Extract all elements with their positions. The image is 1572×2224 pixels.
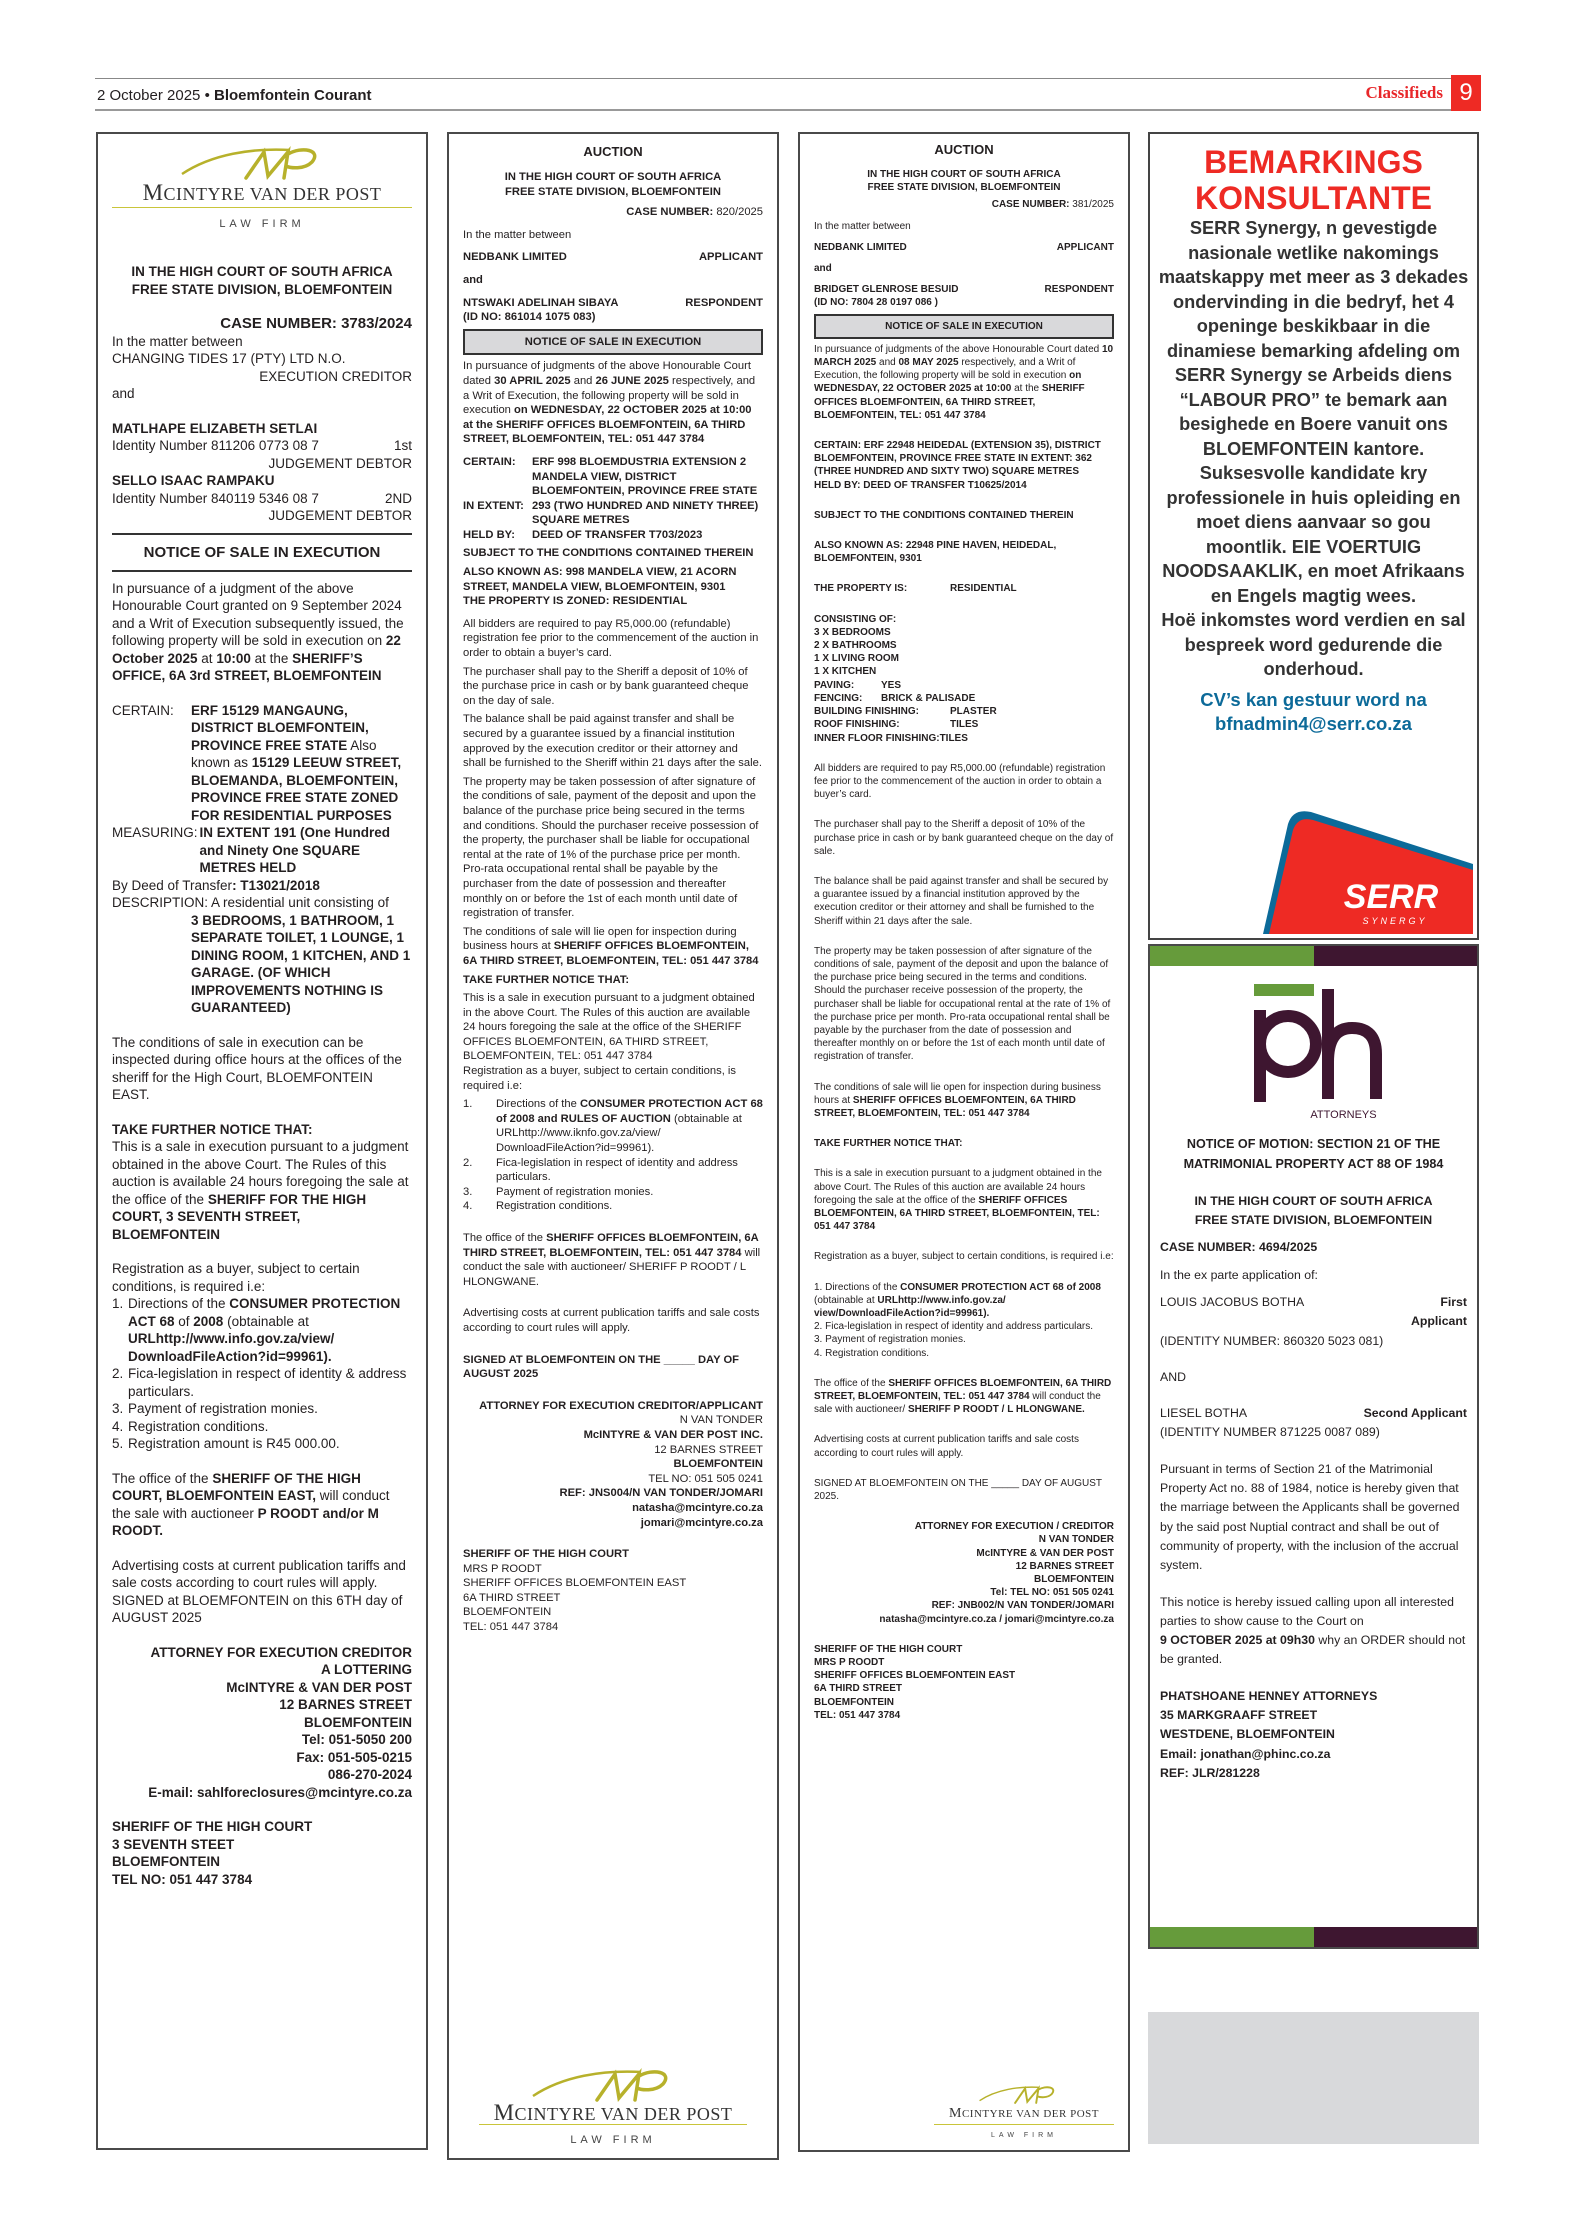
description-row: DESCRIPTION: A residential unit consisting of bbox=[112, 895, 389, 910]
court-name: IN THE HIGH COURT OF SOUTH AFRICA FREE STATE DIVISION, BLOEMFONTEIN bbox=[504, 171, 722, 198]
court-name: IN THE HIGH COURT OF SOUTH AFRICA FREE STATE DIVISION, BLOEMFONTEIN bbox=[867, 169, 1061, 194]
ad-cv-line: CV’s kan gestuur word na bfnadmin4@serr.co.za bbox=[1150, 688, 1477, 736]
firm-name: MCINTYRE VAN DER POST bbox=[934, 2107, 1114, 2125]
list-item: 2. Fica-legislation in respect of identity and address particulars. bbox=[814, 1321, 1094, 1333]
notice-title: NOTICE OF SALE IN EXECUTION bbox=[463, 329, 763, 356]
serr-synergy-ad bbox=[1148, 132, 1479, 940]
ad-body: SERR Synergy, n gevestigde nasionale wetlike nakomings maatskappy met meer as 3 dekades ondervinding in die bedryf, het 4 openinge beskikbaar in die dinamiese bemarking afdeling om SERR Synergy se Arbeids diens “LABOUR PRO” te bemark aan besighede en Boere vanuit ons BLOEMFONTEIN kantore. Suksesvolle kandidate kry professionele in huis opleiding en moet diens aanvaar so gou moontlik. EIE VOERTUIG NOODSAAKLIK, en moet Afrikaans en Engels magtig wees. bbox=[1158, 218, 1469, 606]
mp-monogram-icon bbox=[974, 2081, 1074, 2107]
case-number: CASE NUMBER: 381/2025 bbox=[991, 199, 1114, 211]
respondent-row: BRIDGET GLENROSE BESUID RESPONDENT bbox=[814, 284, 1114, 296]
mp-monogram-icon bbox=[172, 140, 352, 184]
page-number: 9 bbox=[1451, 75, 1481, 111]
property-details: CERTAIN: ERF 998 BLOEMDUSTRIA EXTENSION 2 MANDELA VIEW, DISTRICT BLOEMFONTEIN, PROVINCE FREE STATE IN EXTENT: 293 (TWO HUNDRED AND NINETY THREE) SQUARE METRES HELD BY: DEED OF TRANSFER T703/2023 SUBJECT TO THE CONDITIONS CONTAINED THEREIN ALSO KNOWN AS: 998 MANDELA VIEW, 21 ACORN STREET, MANDELA VIEW, BLOEMFONTEIN, 9301 THE PROPERTY IS ZONED: RESIDENTIAL bbox=[463, 455, 759, 608]
auction-heading: AUCTION bbox=[583, 144, 643, 159]
debtor-1-name: MATLHAPE ELIZABETH SETLAI bbox=[112, 420, 318, 436]
execution-creditor: CHANGING TIDES 17 (PTY) LTD N.O. bbox=[112, 351, 346, 366]
auction-heading: AUCTION bbox=[934, 142, 994, 157]
list-item: 3. Payment of registration monies. bbox=[112, 1401, 318, 1416]
list-item: 5. Registration amount is R45 000.00. bbox=[112, 1436, 340, 1451]
divider bbox=[112, 570, 412, 572]
mcintyre-logo bbox=[934, 2081, 1114, 2142]
firm-email: Email: jonathan@phinc.co.za bbox=[1160, 1746, 1331, 1761]
serr-logo-icon bbox=[1233, 804, 1473, 934]
list-item: 2. Fica-legislation in respect of identity & address particulars. bbox=[112, 1366, 407, 1399]
measuring-row: MEASURING: IN EXTENT 191 (One Hundred and Ninety One SQUARE METRES HELD bbox=[112, 825, 391, 875]
court-name: IN THE HIGH COURT OF SOUTH AFRICA FREE STATE DIVISION, BLOEMFONTEIN bbox=[131, 264, 393, 297]
deed-row: By Deed of Transfer: T13021/2018 bbox=[112, 877, 320, 893]
first-applicant-row: LOUIS JACOBUS BOTHA First bbox=[1160, 1294, 1467, 1309]
list-item: 4. Registration conditions. bbox=[463, 1200, 613, 1213]
mcintyre-logo bbox=[479, 2062, 747, 2148]
divider bbox=[112, 533, 412, 535]
sale-paragraph: In pursuance of a judgment of the above Honourable Court granted on 9 September 2024 and a Writ of Execution subsequently issued, the following property will be sold in execution on 22 October 2025 at 10:00 at the SHERIFF’S OFFICE, 6A 3rd STREET, BLOEMFONTEIN bbox=[112, 580, 404, 683]
issue-date: 2 October 2025 bbox=[97, 87, 201, 104]
case-number: CASE NUMBER: 4694/2025 bbox=[1160, 1240, 1318, 1255]
sale-paragraph: In pursuance of judgments of the above Honourable Court dated 10 MARCH 2025 and 08 MAY 2025 respectively, and a Writ of Execution, the following property will be sold in execution on WEDNESDAY, 22 OCTOBER 2025 at 10:00 at the SHERIFF OFFICES BLOEMFONTEIN, 6A THIRD STREET, BLOEMFONTEIN, TEL: 051 447 3784 bbox=[814, 343, 1114, 421]
attorney-block: ATTORNEY FOR EXECUTION / CREDITOR N VAN TONDER McINTYRE & VAN DER POST 12 BARNES STREET BLOEMFONTEIN Tel: TEL NO: 051 505 0241 REF: JNB002/N VAN TONDER/JOMARI natasha@mcintyre.co.za / jomari@mcintyre.co.za bbox=[814, 1520, 1114, 1626]
firm-tagline: LAW FIRM bbox=[991, 2131, 1057, 2139]
list-item: 1. Directions of the CONSUMER PROTECTION ACT 68 of 2008 and RULES OF AUCTION (obtainable at URLhttp://www.iknfo.gov.za/view/ DownloadFileAction?id=99961). bbox=[463, 1098, 763, 1155]
ph-logo-icon bbox=[1244, 984, 1384, 1106]
section-name: Classifieds bbox=[1365, 83, 1443, 102]
ph-logo: ATTORNEYS bbox=[1150, 984, 1477, 1126]
court-name: IN THE HIGH COURT OF SOUTH AFRICA FREE STATE DIVISION, BLOEMFONTEIN bbox=[1194, 1193, 1433, 1228]
sale-paragraph: In pursuance of judgments of the above Honourable Court dated 30 APRIL 2025 and 26 JUNE 2025 respectively, and a Writ of Execution, the following property will be sold in execution on WEDNESDAY, 22 OCTOBER 2025 at 10:00 at the SHERIFF OFFICES BLOEMFONTEIN, 6A THIRD STREET, BLOEMFONTEIN, TEL: 051 447 3784 bbox=[463, 360, 756, 446]
ad-headline: BEMARKINGS KONSULTANTE bbox=[1194, 144, 1432, 216]
svg-text:SYNERGY: SYNERGY bbox=[1362, 916, 1428, 926]
applicant-row: NEDBANK LIMITED APPLICANT bbox=[463, 251, 763, 264]
notice-mcintyre-3783-2024: MCINTYRE VAN DER POST LAW FIRM IN THE HIGH COURT OF SOUTH AFRICA FREE STATE DIVISION, BLOEMFONTEIN CASE NUMBER: 3783/2024 In the matter between CHANGING TIDES 17 (PTY) LTD N.O. EXECUTION CREDITOR and MATLHAPE ELIZABETH SETLAI Identity Number 811206 0773 08 7 1st JUDGEMENT DEBTOR SELLO ISAAC RAMPAKU Identity Number 840119 5346 08 7 2ND JUDGEMENT DEBTOR NOTICE OF SALE IN EXECUTION In pursuance of a judgment of the above Honourable Court granted on 9 September 2024 and a Writ of Execution subsequently issued, the following property will be sold in execution on 22 October 2025 at 10:00 at the SHERIFF’S OFFICE, 6A 3rd STREET, BLOEMFONTEIN CERTAIN: ERF 15129 MANGAUNG, DISTRICT BLOEMFONTEIN, PROVINCE FREE STATE Also known as 15129 LEEUW STREET, BLOEMANDA, BLOEMFONTEIN, PROVINCE FREE STATE ZONED FOR RESIDENTIAL PURPOSES MEASURING: IN EXTENT 191 (One Hundred and Ninety One SQUARE METRES HELD By Deed of Transfer: T13021/2018 DESCRIPTION: A residential unit consisting of 3 BEDROOMS, 1 BATHROOM, 1 SEPARATE TOILET, 1 LOUNGE, 1 DINING ROOM, 1 KITCHEN, AND 1 GARAGE. (OF WHICH IMPROVEMENTS NOTHING IS GUARANTEED) The conditions of sale in execution can be inspected during office hours at the offices of the sheriff for the High Court, BLOEMFONTEIN EAST. TAKE FURTHER NOTICE THAT: This is a sale in execution pursuant to a judgment obtained in the above Court. The Rules of this auction is available 24 hours foregoing the sale at the office of the SHERIFF FOR THE HIGH COURT, 3 SEVENTH STREET, BLOEMFONTEIN Registration as a buyer, subject to certain conditions, is required i.e: 1. Directions of the CONSUMER PROTECTION ACT 68 of 2008 (obtainable at URLhttp://www.info.gov.za/view/ DownloadFileAction?id=99961). 2. Fica-legislation in respect of identity & address particulars. 3. Payment of registration monies. 4. Registration conditions. 5. Registration amount is R45 000.00. The office of the SHERIFF OF THE HIGH COURT, BLOEMFONTEIN EAST, will conduct the sale with auctioneer P ROODT and/or M ROODT. Advertising costs at current publication tariffs and sale costs according to court rules will apply. SIGNED at BLOEMFONTEIN on this 6TH day of AUGUST 2025 ATTORNEY FOR EXECUTION CREDITOR A LOTTERING McINTYRE & VAN DER POST 12 BARNES STREET BLOEMFONTEIN Tel: 051-5050 200 Fax: 051-505-0215 086-270-2024 E-mail: sahlforeclosures@mcintyre.co.za SHERIFF OF THE HIGH COURT 3 SEVENTH STEET BLOEMFONTEIN TEL NO: 051 447 3784 bbox=[96, 132, 428, 2150]
svg-text:SERR: SERR bbox=[1343, 878, 1439, 916]
empty-ad-space bbox=[1148, 2012, 1479, 2144]
attorney-block: ATTORNEY FOR EXECUTION CREDITOR A LOTTERING McINTYRE & VAN DER POST 12 BARNES STREET BLOEMFONTEIN Tel: 051-5050 200 Fax: 051-505-0215 086-270-2024 E-mail: sahlforeclosures@mcintyre.co.za bbox=[112, 1644, 412, 1802]
notice-title: NOTICE OF SALE IN EXECUTION bbox=[143, 543, 381, 561]
applicant-row: NEDBANK LIMITED APPLICANT bbox=[814, 241, 1114, 253]
firm-tagline: LAW FIRM bbox=[219, 217, 305, 230]
property-details: CERTAIN: ERF 22948 HEIDEDAL (EXTENSION 35), DISTRICT BLOEMFONTEIN, PROVINCE FREE STATE IN EXTENT: 362 (THREE HUNDRED AND SIXTY TWO) SQUARE METRES HELD BY: DEED OF TRANSFER T10625/2014 SUBJECT TO THE CONDITIONS CONTAINED THEREIN ALSO KNOWN AS: 22948 PINE HAVEN, HEIDEDAL, BLOEMFONTEIN, 9301 THE PROPERTY IS: RESIDENTIAL CONSISTING OF: 3 X BEDROOMS 2 X BATHROOMS 1 X LIVING ROOM 1 X KITCHEN PAVING: YES FENCING: BRICK & PALISADE BUILDING FINISHING: PLASTER ROOF FINISHING: TILES INNER FLOOR FINISHING: TILES bbox=[814, 440, 1101, 744]
list-item: 3. Payment of registration monies. bbox=[463, 1185, 654, 1198]
list-item: 4. Registration conditions. bbox=[112, 1418, 269, 1434]
respondent-row: NTSWAKI ADELINAH SIBAYA RESPONDENT bbox=[463, 296, 763, 309]
debtor-2-name: SELLO ISAAC RAMPAKU bbox=[112, 473, 275, 488]
sheriff-block: SHERIFF OF THE HIGH COURT MRS P ROODT SHERIFF OFFICES BLOEMFONTEIN EAST 6A THIRD STREET BLOEMFONTEIN TEL: 051 447 3784 bbox=[814, 1643, 1016, 1721]
attorney-email: jomari@mcintyre.co.za bbox=[640, 1516, 763, 1529]
attorney-block: ATTORNEY FOR EXECUTION CREDITOR/APPLICANT N VAN TONDER McINTYRE & VAN DER POST INC. 12 BARNES STREET BLOEMFONTEIN TEL NO: 051 505 0241 REF: JNS004/N VAN TONDER/JOMARI natasha@mcintyre.co.za jomari@mcintyre.co.za bbox=[463, 1399, 763, 1530]
mcintyre-logo bbox=[112, 140, 412, 233]
sheriff-block: SHERIFF OF THE HIGH COURT 3 SEVENTH STEET BLOEMFONTEIN TEL NO: 051 447 3784 bbox=[112, 1819, 313, 1887]
attorney-email: natasha@mcintyre.co.za / jomari@mcintyre.co.za bbox=[879, 1613, 1114, 1625]
attorney-email: natasha@mcintyre.co.za bbox=[632, 1501, 763, 1514]
notice-title: NOTICE OF SALE IN EXECUTION bbox=[814, 314, 1114, 339]
paper-name: Bloemfontein Courant bbox=[214, 87, 372, 104]
brand-band-bottom bbox=[1150, 1927, 1477, 1947]
notice-phatshoane-henney: ATTORNEYS NOTICE OF MOTION: SECTION 21 OF THE MATRIMONIAL PROPERTY ACT 88 OF 1984 IN THE HIGH COURT OF SOUTH AFRICA FREE STATE DIVISION, BLOEMFONTEIN CASE NUMBER: 4694/2025 In the ex parte application of: LOUIS JACOBUS BOTHA First Applicant (IDENTITY NUMBER: 860320 5023 081) AND LIESEL BOTHA Second Applicant (IDENTITY NUMBER 871225 0087 089) Pursuant in terms of Section 21 of the Matrimonial Property Act no. 88 of 1984, notice is hereby given that the marriage between the Applicants shall be governed by the said post Nuptial contract and shall be out of community of property, with the inclusion of the accrual system. This notice is hereby issued calling upon all interested parties to show cause to the Court on 9 OCTOBER 2025 at 09h30 why an ORDER should not be granted. PHATSHOANE HENNEY ATTORNEYS 35 MARKGRAAFF STREET WESTDENE, BLOEMFONTEIN Email: jonathan@phinc.co.za REF: JLR/281228 bbox=[1148, 944, 1479, 1949]
notice-auction-381-2025: AUCTION IN THE HIGH COURT OF SOUTH AFRICA FREE STATE DIVISION, BLOEMFONTEIN CASE NUMBER: 381/2025 In the matter between NEDBANK LIMITED APPLICANT and BRIDGET GLENROSE BESUID RESPONDENT (ID NO: 7804 28 0197 086 ) NOTICE OF SALE IN EXECUTION In pursuance of judgments of the above Honourable Court dated 10 MARCH 2025 and 08 MAY 2025 respectively, and a Writ of Execution, the following property will be sold in execution on WEDNESDAY, 22 OCTOBER 2025 at 10:00 at the SHERIFF OFFICES BLOEMFONTEIN, 6A THIRD STREET, BLOEMFONTEIN, TEL: 051 447 3784 CERTAIN: ERF 22948 HEIDEDAL (EXTENSION 35), DISTRICT BLOEMFONTEIN, PROVINCE FREE STATE IN EXTENT: 362 (THREE HUNDRED AND SIXTY TWO) SQUARE METRES HELD BY: DEED OF TRANSFER T10625/2014 SUBJECT TO THE CONDITIONS CONTAINED THEREIN ALSO KNOWN AS: 22948 PINE HAVEN, HEIDEDAL, BLOEMFONTEIN, 9301 THE PROPERTY IS: RESIDENTIAL CONSISTING OF: 3 X BEDROOMS 2 X BATHROOMS 1 X LIVING ROOM 1 X KITCHEN PAVING: YES FENCING: BRICK & PALISADE BUILDING FINISHING: PLASTER ROOF FINISHING: TILES INNER FLOOR FINISHING: TILES All bidders are required to pay R5,000.00 (refundable) registration fee prior to the commencement of the auction in order to obtain a buyer’s card. The purchaser shall pay to the Sheriff a deposit of 10% of the purchase price in cash or by bank guaranteed cheque on the day of sale. The balance shall be paid against transfer and shall be secured by a guarantee issued by a financial institution approved by the execution creditor or their attorney and shall be furnished to the Sheriff within 21 days after the sale. The property may be taken possession of after signature of the conditions of sale, payment of the deposit and upon the balance of the purchase price being secured in the terms and conditions. Should the purchaser receive possession of the property, the purchaser shall be liable for occupational rental at the rate of 1% of the purchase price per month. Pro-rata occupational rental shall be payable by the purchaser from the date of possession and thereafter monthly on or before the 1st of each month until date of registration of transfer. The conditions of sale will lie open for inspection during business hours at SHERIFF OFFICES BLOEMFONTEIN, 6A THIRD STREET, BLOEMFONTEIN, TEL: 051 447 3784 TAKE FURTHER NOTICE THAT: This is a sale in execution pursuant to a judgment obtained in the above Court. The Rules of this auction are available 24 hours foregoing the sale at the office of the SHERIFF OFFICES BLOEMFONTEIN, 6A THIRD STREET, BLOEMFONTEIN, TEL: 051 447 3784 Registration as a buyer, subject to certain conditions, is required i.e: 1. Directions of the CONSUMER PROTECTION ACT 68 of 2008 (obtainable at URLhttp://www.info.gov.za/ view/DownloadFileAction?id=99961). 2. Fica-legislation in respect of identity and address particulars. 3. Payment of registration monies. 4. Registration conditions. The office of the SHERIFF OFFICES BLOEMFONTEIN, 6A THIRD STREET, BLOEMFONTEIN, TEL: 051 447 3784 will conduct the sale with auctioneer/ SHERIFF P ROODT / L HLONGWANE. Advertising costs at current publication tariffs and sale costs according to court rules will apply. SIGNED AT BLOEMFONTEIN ON THE _____ DAY OF AUGUST 2025. ATTORNEY FOR EXECUTION / CREDITOR N VAN TONDER McINTYRE & VAN DER POST 12 BARNES STREET BLOEMFONTEIN Tel: TEL NO: 051 505 0241 REF: JNB002/N VAN TONDER/JOMARI natasha@mcintyre.co.za / jomari@mcintyre.co.za SHERIFF OF THE HIGH COURT MRS P ROODT SHERIFF OFFICES BLOEMFONTEIN EAST 6A THIRD STREET BLOEMFONTEIN TEL: 051 447 3784 MCINTYRE VAN DER POST LAW FIRM bbox=[798, 132, 1130, 2152]
mp-monogram-icon bbox=[523, 2062, 703, 2106]
list-item: 3. Payment of registration monies. bbox=[814, 1334, 966, 1346]
notice-auction-820-2025: AUCTION IN THE HIGH COURT OF SOUTH AFRICA FREE STATE DIVISION, BLOEMFONTEIN CASE NUMBER: 820/2025 In the matter between NEDBANK LIMITED APPLICANT and NTSWAKI ADELINAH SIBAYA RESPONDENT (ID NO: 861014 1075 083) NOTICE OF SALE IN EXECUTION In pursuance of judgments of the above Honourable Court dated 30 APRIL 2025 and 26 JUNE 2025 respectively, and a Writ of Execution, the following property will be sold in execution on WEDNESDAY, 22 OCTOBER 2025 at 10:00 at the SHERIFF OFFICES BLOEMFONTEIN, 6A THIRD STREET, BLOEMFONTEIN, TEL: 051 447 3784 CERTAIN: ERF 998 BLOEMDUSTRIA EXTENSION 2 MANDELA VIEW, DISTRICT BLOEMFONTEIN, PROVINCE FREE STATE IN EXTENT: 293 (TWO HUNDRED AND NINETY THREE) SQUARE METRES HELD BY: DEED OF TRANSFER T703/2023 SUBJECT TO THE CONDITIONS CONTAINED THEREIN ALSO KNOWN AS: 998 MANDELA VIEW, 21 ACORN STREET, MANDELA VIEW, BLOEMFONTEIN, 9301 THE PROPERTY IS ZONED: RESIDENTIAL All bidders are required to pay R5,000.00 (refundable) registration fee prior to the commencement of the auction in order to obtain a buyer’s card. The purchaser shall pay to the Sheriff a deposit of 10% of the purchase price in cash or by bank guaranteed cheque on the day of sale. The balance shall be paid against transfer and shall be secured by a guarantee issued by a financial institution approved by the execution creditor or their attorney and shall be furnished to the Sheriff within 21 days after the sale. The property may be taken possession of after signature of the conditions of sale, payment of the deposit and upon the balance of the purchase price being secured in the terms and conditions. Should the purchaser receive possession of the property, the purchaser shall be liable for occupational rental at the rate of 1% of the purchase price per month. Pro-rata occupational rental shall be payable by the purchaser from the date of possession and thereafter monthly on or before the 1st of each month until date of registration of transfer. The conditions of sale will lie open for inspection during business hours at SHERIFF OFFICES BLOEMFONTEIN, 6A THIRD STREET, BLOEMFONTEIN, TEL: 051 447 3784 TAKE FURTHER NOTICE THAT: This is a sale in execution pursuant to a judgment obtained in the above Court. The Rules of this auction are available 24 hours foregoing the sale at the office of the SHERIFF OFFICES BLOEMFONTEIN, 6A THIRD STREET, BLOEMFONTEIN, TEL: 051 447 3784 Registration as a buyer, subject to certain conditions, is required i.e: 1. Directions of the CONSUMER PROTECTION ACT 68 of 2008 and RULES OF AUCTION (obtainable at URLhttp://www.iknfo.gov.za/view/ DownloadFileAction?id=99961). 2. Fica-legislation in respect of identity and address particulars. 3. Payment of registration monies. 4. Registration conditions. The office of the SHERIFF OFFICES BLOEMFONTEIN, 6A THIRD STREET, BLOEMFONTEIN, TEL: 051 447 3784 will conduct the sale with auctioneer/ SHERIFF P ROODT / L HLONGWANE. Advertising costs at current publication tariffs and sale costs according to court rules will apply. SIGNED AT BLOEMFONTEIN ON THE _____ DAY OF AUGUST 2025 ATTORNEY FOR EXECUTION CREDITOR/APPLICANT N VAN TONDER McINTYRE & VAN DER POST INC. 12 BARNES STREET BLOEMFONTEIN TEL NO: 051 505 0241 REF: JNS004/N VAN TONDER/JOMARI natasha@mcintyre.co.za jomari@mcintyre.co.za SHERIFF OF THE HIGH COURT MRS P ROODT SHERIFF OFFICES BLOEMFONTEIN EAST 6A THIRD STREET BLOEMFONTEIN TEL: 051 447 3784 MCINTYRE VAN DER POST LAW FIRM bbox=[447, 132, 779, 2160]
sheriff-block: SHERIFF OF THE HIGH COURT MRS P ROODT SHERIFF OFFICES BLOEMFONTEIN EAST 6A THIRD STREET BLOEMFONTEIN TEL: 051 447 3784 bbox=[463, 1548, 687, 1634]
header-section bbox=[1366, 75, 1481, 111]
firm-name: MCINTYRE VAN DER POST bbox=[112, 184, 412, 208]
hearing-date: 9 OCTOBER 2025 at 09h30 bbox=[1160, 1633, 1315, 1648]
case-number: CASE NUMBER: 3783/2024 bbox=[220, 315, 412, 332]
case-number: CASE NUMBER: 820/2025 bbox=[626, 206, 763, 219]
ad-body-income: Hoë inkomstes word verdien en sal bespreek word gedurende die onderhoud. bbox=[1161, 610, 1466, 679]
brand-band-top bbox=[1150, 946, 1477, 966]
ad-email: bfnadmin4@serr.co.za bbox=[1215, 712, 1412, 734]
certain-row: CERTAIN: ERF 15129 MANGAUNG, DISTRICT BLOEMFONTEIN, PROVINCE FREE STATE Also known as 15129 LEEUW STREET, BLOEMANDA, BLOEMFONTEIN, PROVINCE FREE STATE ZONED FOR RESIDENTIAL PURPOSES bbox=[112, 702, 402, 823]
firm-name: MCINTYRE VAN DER POST bbox=[479, 2106, 747, 2126]
attorney-email: E-mail: sahlforeclosures@mcintyre.co.za bbox=[148, 1784, 412, 1800]
list-item: 1. Directions of the CONSUMER PROTECTION ACT 68 of 2008 (obtainable at URLhttp://www.info.gov.za/ view/DownloadFileAction?id=99961). bbox=[814, 1281, 1101, 1319]
second-applicant-row: LIESEL BOTHA Second Applicant bbox=[1160, 1406, 1467, 1421]
notice-title: NOTICE OF MOTION: SECTION 21 OF THE MATRIMONIAL PROPERTY ACT 88 OF 1984 bbox=[1183, 1136, 1444, 1172]
firm-contact-block: PHATSHOANE HENNEY ATTORNEYS 35 MARKGRAAFF STREET WESTDENE, BLOEMFONTEIN Email: jonathan@phinc.co.za REF: JLR/281228 bbox=[1160, 1687, 1467, 1783]
firm-tagline: LAW FIRM bbox=[570, 2134, 656, 2147]
page-header bbox=[95, 78, 1481, 111]
list-item: 1. Directions of the CONSUMER PROTECTION ACT 68 of 2008 (obtainable at URLhttp://www.info.gov.za/view/ DownloadFileAction?id=99961). bbox=[112, 1296, 401, 1364]
list-item: 2. Fica-legislation in respect of identity and address particulars. bbox=[463, 1156, 738, 1184]
list-item: 4. Registration conditions. bbox=[814, 1347, 930, 1359]
header-dateline: 2 October 2025 • Bloemfontein Courant bbox=[97, 87, 372, 104]
